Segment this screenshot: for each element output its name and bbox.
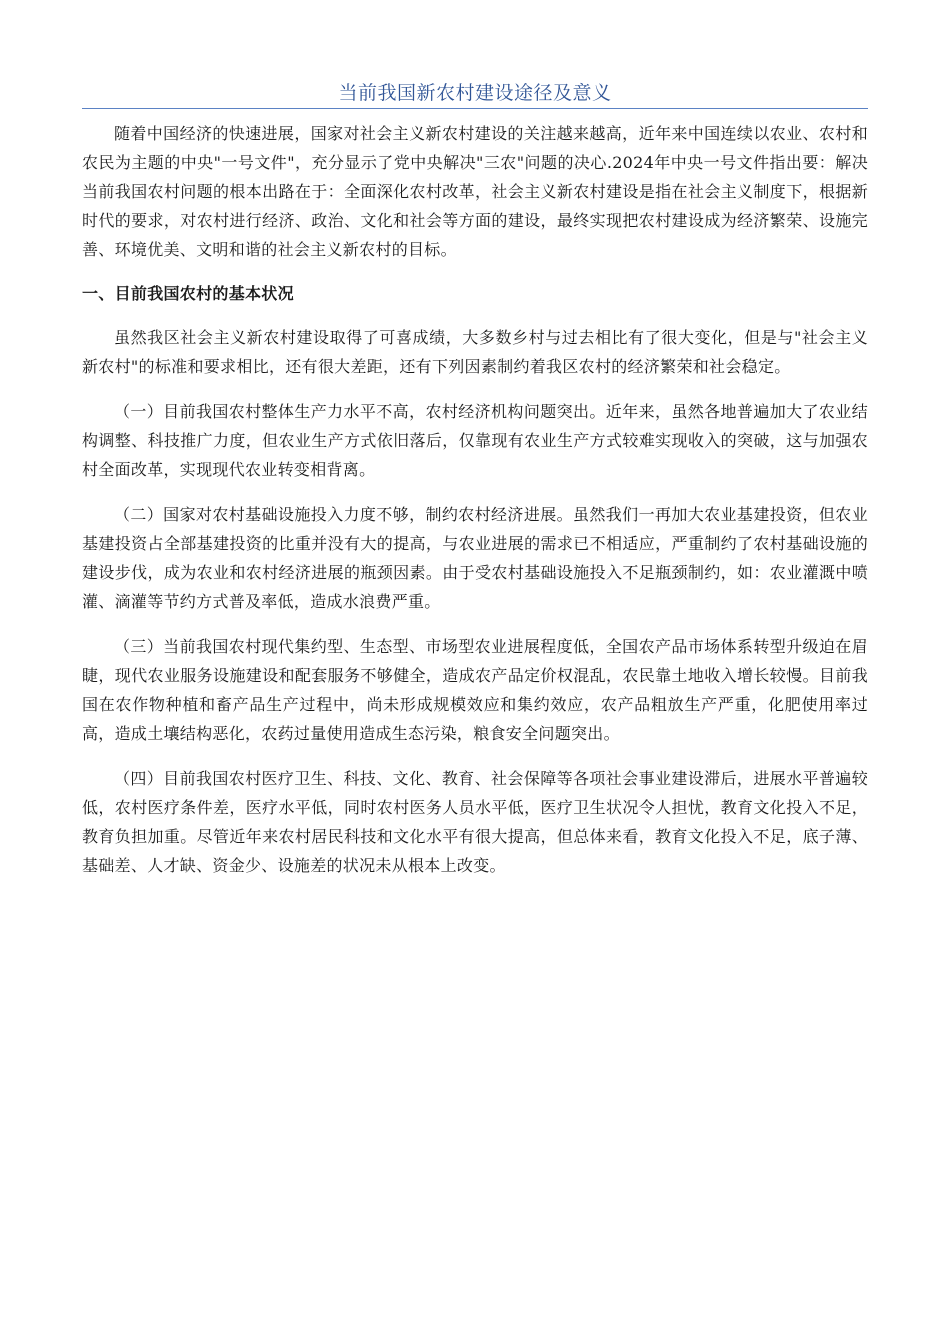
point-paragraph-4: （四）目前我国农村医疗卫生、科技、文化、教育、社会保障等各项社会事业建设滞后，进展水平普遍较低，农村医疗条件差，医疗水平低，同时农村医务人员水平低，医疗卫生状况令人担忧，教育文化投入不足，教育负担加重。尽管近年来农村居民科技和文化水平有很大提高，但总体来看，教育文化投入不足，底子薄、基础差、人才缺、资金少、设施差的状况未从根本上改变。 xyxy=(82,769,868,875)
point-paragraph-1: （一）目前我国农村整体生产力水平不高，农村经济机构问题突出。近年来，虽然各地普遍加大了农业结构调整、科技推广力度，但农业生产方式依旧落后，仅靠现有农业生产方式较难实现收入的突破，这与加强农村全面改革，实现现代农业转变相背离。 xyxy=(82,402,868,479)
intro-paragraph: 随着中国经济的快速进展，国家对社会主义新农村建设的关注越来越高，近年来中国连续以农业、农村和农民为主题的中央"一号文件"，充分显示了党中央解决"三农"问题的决心.2024年中央一号文件指出要：解决当前我国农村问题的根本出路在于：全面深化农村改革，社会主义新农村建设是指在社会主义制度下，根据新时代的要求，对农村进行经济、政治、文化和社会等方面的建设，最终实现把农村建设成为经济繁荣、设施完善、环境优美、文明和谐的社会主义新农村的目标。 xyxy=(82,124,868,259)
document-page xyxy=(82,78,868,880)
title-divider xyxy=(82,108,868,109)
page-title: 当前我国新农村建设途径及意义 xyxy=(338,82,612,104)
section-heading: 一、目前我国农村的基本状况 xyxy=(82,284,294,303)
point-paragraph-3: （三）当前我国农村现代集约型、生态型、市场型农业进展程度低，全国农产品市场体系转型升级迫在眉睫，现代农业服务设施建设和配套服务不够健全，造成农产品定价权混乱，农民靠土地收入增长较慢。目前我国在农作物种植和畜产品生产过程中，尚未形成规模效应和集约效应，农产品粗放生产严重，化肥使用率过高，造成土壤结构恶化，农药过量使用造成生态污染，粮食安全问题突出。 xyxy=(82,637,868,743)
point-paragraph-2: （二）国家对农村基础设施投入力度不够，制约农村经济进展。虽然我们一再加大农业基建投资，但农业基建投资占全部基建投资的比重并没有大的提高，与农业进展的需求已不相适应，严重制约了农村基础设施的建设步伐，成为农业和农村经济进展的瓶颈因素。由于受农村基础设施投入不足瓶颈制约，如：农业灌溉中喷灌、滴灌等节约方式普及率低，造成水浪费严重。 xyxy=(82,505,868,611)
section-intro-paragraph: 虽然我区社会主义新农村建设取得了可喜成绩，大多数乡村与过去相比有了很大变化，但是与"社会主义新农村"的标准和要求相比，还有很大差距，还有下列因素制约着我区农村的经济繁荣和社会稳定。 xyxy=(82,328,868,376)
